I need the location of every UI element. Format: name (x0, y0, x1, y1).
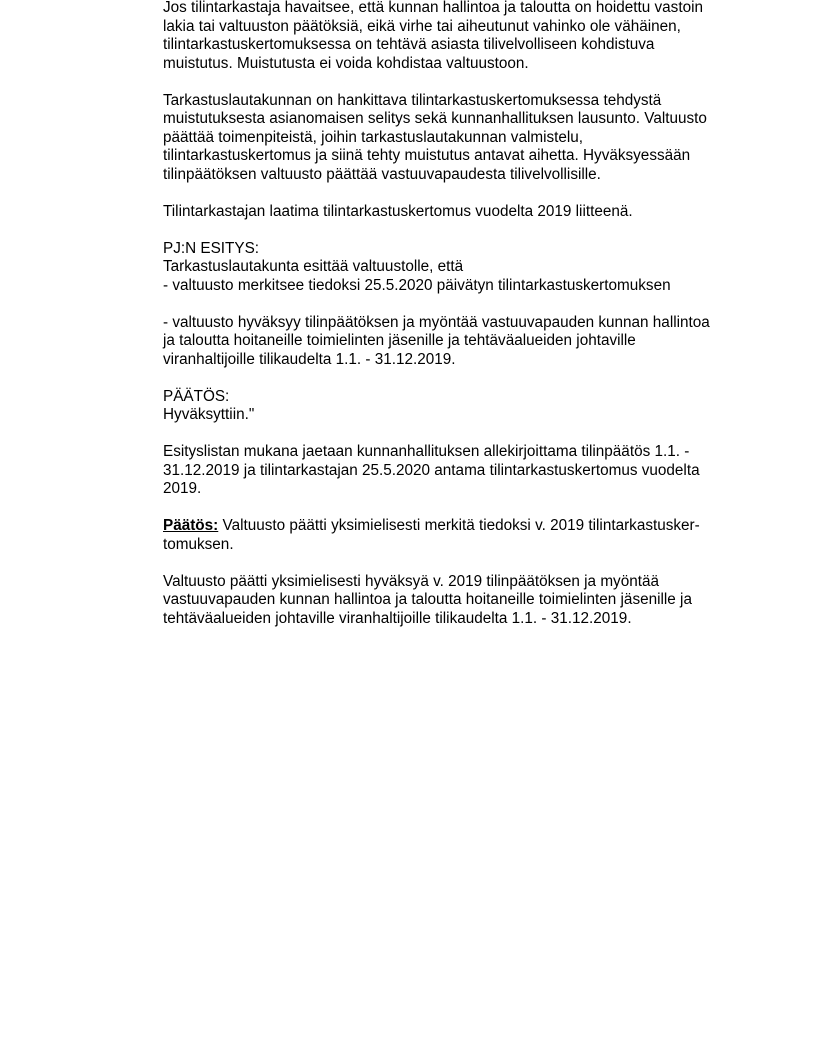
text-line: 2019. (163, 480, 202, 497)
paragraph (163, 92, 763, 185)
text-line: Esityslistan mukana jaetaan kunnanhallituksen allekirjoittama tilinpäätös 1.1. - (163, 443, 690, 460)
text-line: tilintarkastuskertomus ja siinä tehty muistutus antavat aihetta. Hyväksyessään (163, 147, 691, 164)
final-paragraph (163, 573, 763, 629)
text-line: 31.12.2019 ja tilintarkastajan 25.5.2020 antama tilintarkastuskertomus vuodelta (163, 461, 700, 479)
text-line: tilintarkastuskertomuksessa on tehtävä asiasta tilivelvolliseen kohdistuva (163, 36, 655, 53)
text-line: tehtäväalueiden johtaville viranhaltijoille tilikaudelta 1.1. - 31.12.2019. (163, 609, 632, 627)
text-line: - valtuusto merkitsee tiedoksi 25.5.2020 päivätyn tilintarkastuskertomuksen (163, 276, 671, 294)
text-line: Jos tilintarkastaja havaitsee, että kunnan hallintoa ja taloutta on hoidettu vastoin (163, 0, 703, 16)
text-line: päättää toimenpiteistä, joihin tarkastuslautakunnan valmistelu, (163, 128, 584, 146)
text-line: viranhaltijoille tilikaudelta 1.1. - 31.12.2019. (163, 350, 456, 368)
text-line: Hyväksyttiin." (163, 406, 255, 423)
text-line: PJ:N ESITYS: (163, 239, 260, 257)
text-line: lakia tai valtuuston päätöksiä, eikä virhe tai aiheutunut vahinko ole vähäinen, (163, 17, 681, 35)
decision-text: Valtuusto päätti yksimielisesti merkitä tiedoksi v. 2019 tilintarkastusker- (218, 517, 700, 534)
text-line: vastuuvapauden kunnan hallintoa ja taloutta hoitaneille toimielinten jäsenille ja (163, 591, 692, 608)
text-line: muistutuksesta asianomaisen selitys sekä kunnanhallituksen lausunto. Valtuusto (163, 110, 707, 127)
text-line (163, 517, 763, 536)
paragraph (163, 0, 763, 73)
decision-label: Päätös: (163, 517, 219, 534)
paragraph (163, 203, 763, 222)
paragraph (163, 388, 763, 425)
text-line: - valtuusto hyväksyy tilinpäätöksen ja myöntää vastuuvapauden kunnan hallintoa (163, 313, 710, 331)
text-line: tomuksen. (163, 535, 234, 553)
text-line: PÄÄTÖS: (163, 387, 230, 405)
text-line: tilinpäätöksen valtuusto päättää vastuuvapaudesta tilivelvollisille. (163, 165, 601, 183)
text-line: Tilintarkastajan laatima tilintarkastuskertomus vuodelta 2019 liitteenä. (163, 202, 633, 220)
paragraph (163, 443, 763, 499)
paragraph (163, 314, 763, 370)
text-line: muistutus. Muistutusta ei voida kohdistaa valtuustoon. (163, 54, 529, 72)
text-line: ja taloutta hoitaneille toimielinten jäsenille ja tehtäväalueiden johtaville (163, 332, 636, 349)
text-line: Valtuusto päätti yksimielisesti hyväksyä v. 2019 tilinpäätöksen ja myöntää (163, 572, 659, 590)
document-body (163, 0, 763, 647)
paragraph (163, 240, 763, 296)
text-line: Tarkastuslautakunnan on hankittava tilintarkastuskertomuksessa tehdystä (163, 91, 662, 109)
text-line: Tarkastuslautakunta esittää valtuustolle, että (163, 258, 464, 275)
decision-paragraph (163, 517, 763, 554)
